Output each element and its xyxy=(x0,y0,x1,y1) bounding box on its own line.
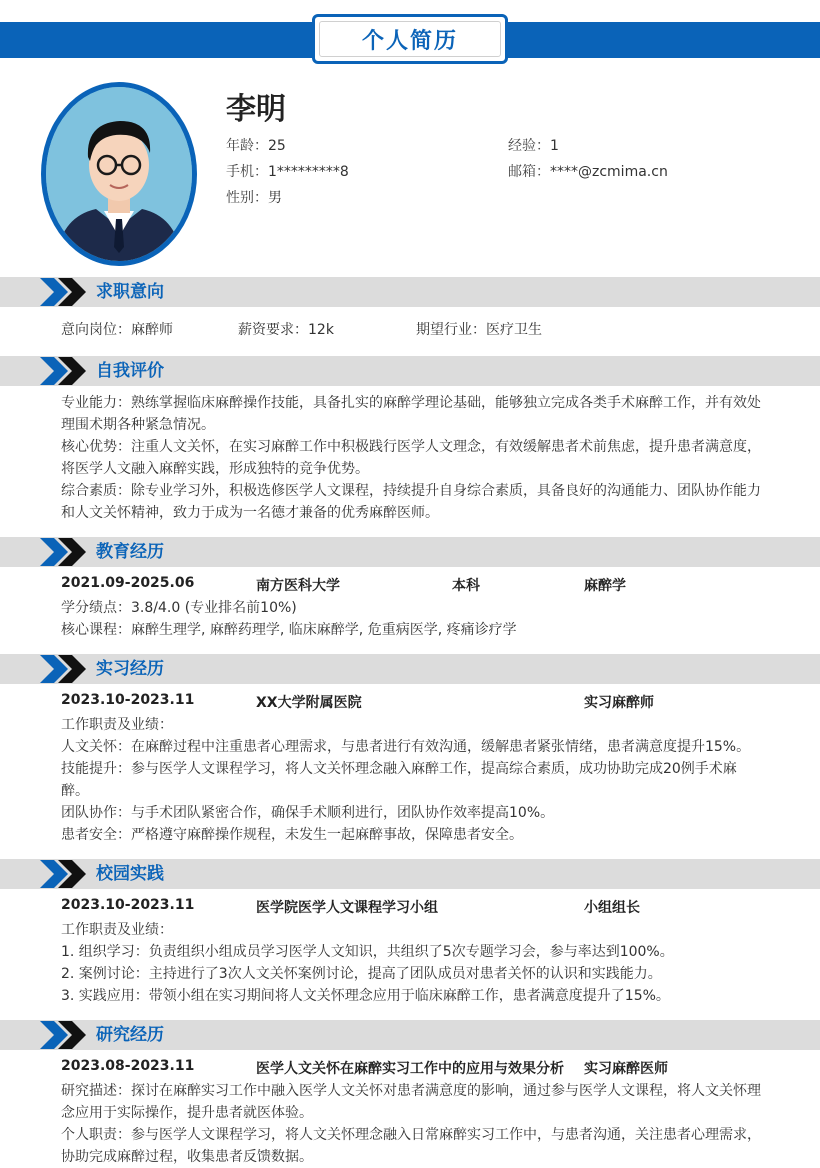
double-chevron-icon xyxy=(40,1020,90,1050)
entry-major: 麻醉学 xyxy=(584,578,626,594)
person-name: 李明 xyxy=(226,92,286,127)
entry-project: 医学人文关怀在麻醉实习工作中的应用与效果分析 xyxy=(256,1061,564,1077)
research-line: 个人职责：参与医学人文课程学习，将人文关怀理念融入日常麻醉实习工作中，与患者沟通，关注患者心理需求，协助完成麻醉过程，收集患者反馈数据。 xyxy=(61,1127,761,1165)
entry-role: 小组组长 xyxy=(584,900,640,916)
experience-info: 经验：1 xyxy=(508,138,559,154)
double-chevron-icon xyxy=(40,356,90,386)
age-info: 年龄：25 xyxy=(226,138,286,154)
double-chevron-icon xyxy=(40,537,90,567)
entry-role: 实习麻醉师 xyxy=(584,695,654,711)
entry-date: 2023.08-2023.11 xyxy=(61,1058,195,1074)
internship-line: 技能提升：参与医学人文课程学习，将人文关怀理念融入麻醉工作，提高综合素质，成功协助完成20例手术麻醉。 xyxy=(61,761,737,799)
entry-date: 2023.10-2023.11 xyxy=(61,692,195,708)
entry-org: 医学院医学人文课程学习小组 xyxy=(256,900,438,916)
entry-degree: 本科 xyxy=(452,578,480,594)
intent-industry: 期望行业：医疗卫生 xyxy=(416,322,542,338)
entry-org: XX大学附属医院 xyxy=(256,695,362,711)
entry-school: 南方医科大学 xyxy=(256,578,340,594)
resume-title-box xyxy=(312,14,508,64)
portrait-illustration xyxy=(46,87,192,261)
internship-line: 患者安全：严格遵守麻醉操作规程，未发生一起麻醉事故，保障患者安全。 xyxy=(61,827,523,843)
double-chevron-icon xyxy=(40,859,90,889)
gender-info: 性别：男 xyxy=(226,190,282,206)
entry-date: 2023.10-2023.11 xyxy=(61,897,195,913)
internship-line: 工作职责及业绩： xyxy=(61,717,173,733)
resume-title: 个人简历 xyxy=(319,21,501,57)
section-header-education xyxy=(0,537,820,567)
education-gpa: 学分绩点：3.8/4.0 (专业排名前10%) xyxy=(61,600,297,616)
section-header-campus xyxy=(0,859,820,889)
section-title: 求职意向 xyxy=(96,282,164,302)
self-eval-paragraph: 专业能力：熟练掌握临床麻醉操作技能，具备扎实的麻醉学理论基础，能够独立完成各类手术麻醉工作，并有效处理围术期各种紧急情况。 xyxy=(61,395,761,433)
section-title: 校园实践 xyxy=(96,864,164,884)
avatar xyxy=(41,82,197,266)
section-header-intent xyxy=(0,277,820,307)
section-title: 自我评价 xyxy=(96,361,164,381)
intent-salary: 薪资要求：12k xyxy=(238,322,334,338)
section-title: 实习经历 xyxy=(96,659,164,679)
entry-date: 2021.09-2025.06 xyxy=(61,575,195,591)
internship-line: 人文关怀：在麻醉过程中注重患者心理需求，与患者进行有效沟通，缓解患者紧张情绪，患者满意度提升15%。 xyxy=(61,739,751,755)
double-chevron-icon xyxy=(40,654,90,684)
section-title: 研究经历 xyxy=(96,1025,164,1045)
phone-info: 手机：1*********8 xyxy=(226,164,349,180)
campus-line: 工作职责及业绩： xyxy=(61,922,173,938)
campus-line: 2. 案例讨论：主持进行了3次人文关怀案例讨论，提高了团队成员对患者关怀的认识和实践能力。 xyxy=(61,966,662,982)
self-eval-paragraph: 综合素质：除专业学习外，积极选修医学人文课程，持续提升自身综合素质，具备良好的沟通能力、团队协作能力和人文关怀精神，致力于成为一名德才兼备的优秀麻醉医师。 xyxy=(61,483,761,521)
section-header-research xyxy=(0,1020,820,1050)
education-courses: 核心课程：麻醉生理学, 麻醉药理学, 临床麻醉学, 危重病医学, 疼痛诊疗学 xyxy=(61,622,517,638)
section-title: 教育经历 xyxy=(96,542,164,562)
campus-line: 3. 实践应用：带领小组在实习期间将人文关怀理念应用于临床麻醉工作，患者满意度提升了15%。 xyxy=(61,988,670,1004)
section-header-self xyxy=(0,356,820,386)
self-eval-paragraph: 核心优势：注重人文关怀，在实习麻醉工作中积极践行医学人文理念，有效缓解患者术前焦虑，提升患者满意度，将医学人文融入麻醉实践，形成独特的竞争优势。 xyxy=(61,439,761,477)
section-header-internship xyxy=(0,654,820,684)
campus-line: 1. 组织学习：负责组织小组成员学习医学人文知识，共组织了5次专题学习会，参与率达到100%。 xyxy=(61,944,674,960)
email-info: 邮箱：****@zcmima.cn xyxy=(508,164,668,180)
intent-position: 意向岗位：麻醉师 xyxy=(61,322,173,338)
double-chevron-icon xyxy=(40,277,90,307)
entry-role: 实习麻醉医师 xyxy=(584,1061,668,1077)
research-line: 研究描述：探讨在麻醉实习工作中融入医学人文关怀对患者满意度的影响，通过参与医学人文课程，将人文关怀理念应用于实际操作，提升患者就医体验。 xyxy=(61,1083,761,1121)
internship-line: 团队协作：与手术团队紧密合作，确保手术顺利进行，团队协作效率提高10%。 xyxy=(61,805,555,821)
